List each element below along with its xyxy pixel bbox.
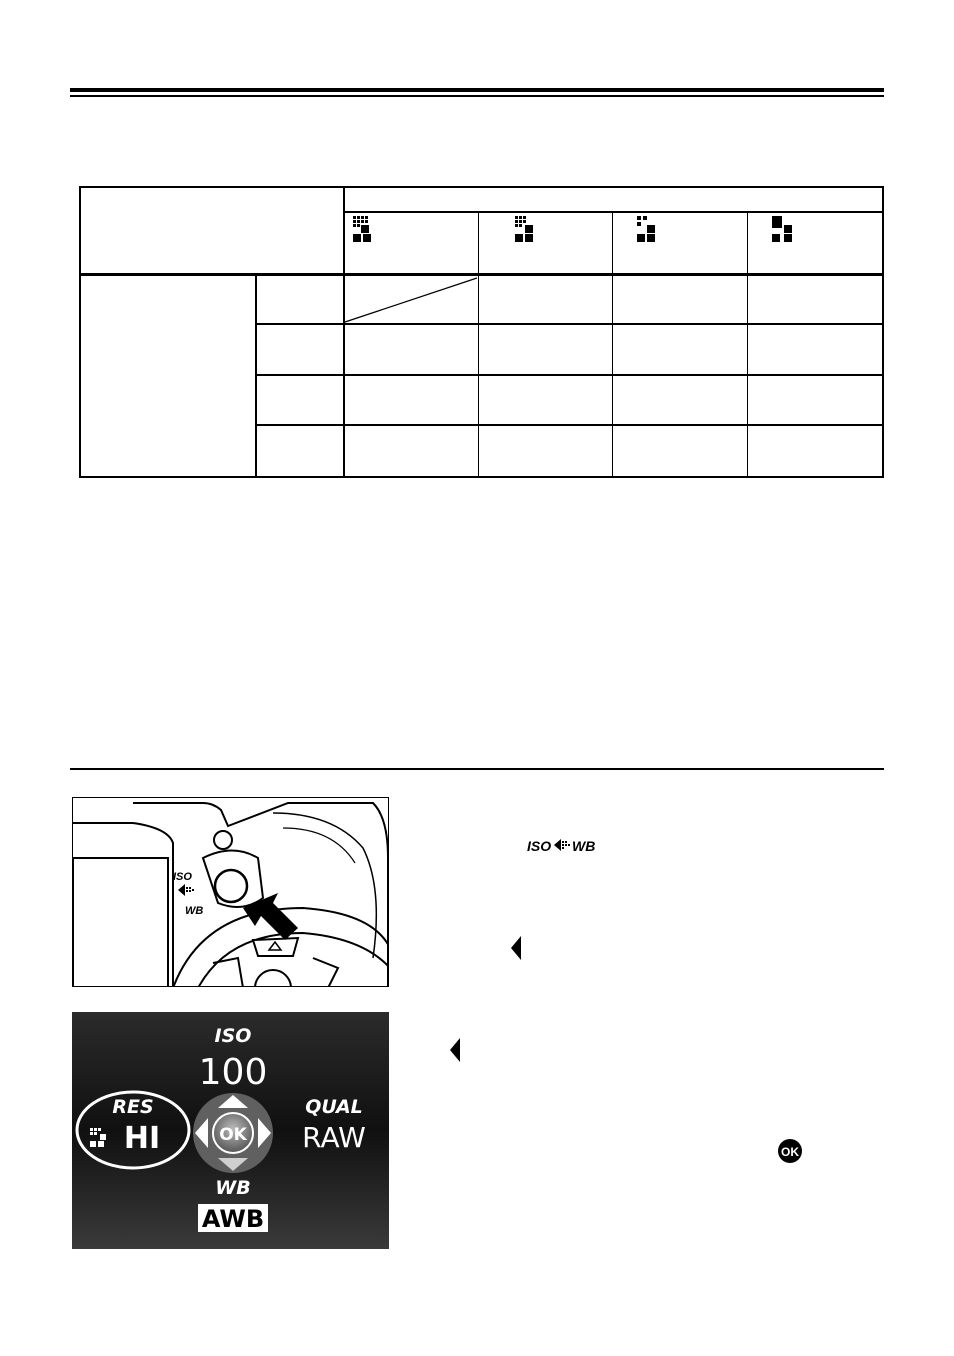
wb-label: WB xyxy=(215,1177,251,1199)
ok-button[interactable]: OK xyxy=(219,1125,247,1145)
resolution-hq-icon xyxy=(515,216,547,246)
table-col-line xyxy=(343,186,345,478)
iso-value: 100 xyxy=(198,1052,268,1093)
table-col-line xyxy=(612,211,613,478)
resolution-lo-icon xyxy=(772,216,804,246)
svg-text:ISO: ISO xyxy=(527,838,552,854)
table-row-line xyxy=(255,424,884,426)
button-label-wb: WB xyxy=(185,905,204,917)
section-divider xyxy=(70,768,884,770)
table-header-line xyxy=(343,211,884,213)
svg-text:OK: OK xyxy=(781,1145,799,1159)
resolution-sq-icon xyxy=(637,216,669,246)
header-rule-thick xyxy=(70,88,884,92)
camera-back-illustration xyxy=(72,797,389,987)
table-col-line xyxy=(255,274,257,478)
table-header-bottom-line xyxy=(79,273,884,276)
left-arrow-icon xyxy=(510,935,522,966)
left-arrow-icon xyxy=(449,1037,461,1068)
iso-wb-button-symbol xyxy=(527,836,599,861)
qual-value: RAW xyxy=(302,1121,366,1154)
unavailable-cell-slash xyxy=(343,276,479,324)
table-col-line xyxy=(478,211,479,478)
lcd-control-panel xyxy=(72,1012,389,1249)
qual-label: QUAL xyxy=(305,1096,363,1118)
res-value: HI xyxy=(123,1121,161,1156)
button-label-iso: ISO xyxy=(173,871,192,883)
header-rule-thin xyxy=(70,95,884,97)
table-col-line xyxy=(747,211,748,478)
resolution-shq-icon xyxy=(353,216,385,246)
wb-value: AWB xyxy=(201,1205,265,1233)
iso-label: ISO xyxy=(214,1025,252,1047)
table-row-line xyxy=(255,374,884,376)
resolution-quality-table xyxy=(79,186,884,478)
res-label: RES xyxy=(112,1096,154,1118)
table-border xyxy=(79,186,884,478)
ok-button-icon xyxy=(777,1138,803,1169)
svg-text:WB: WB xyxy=(572,838,596,854)
